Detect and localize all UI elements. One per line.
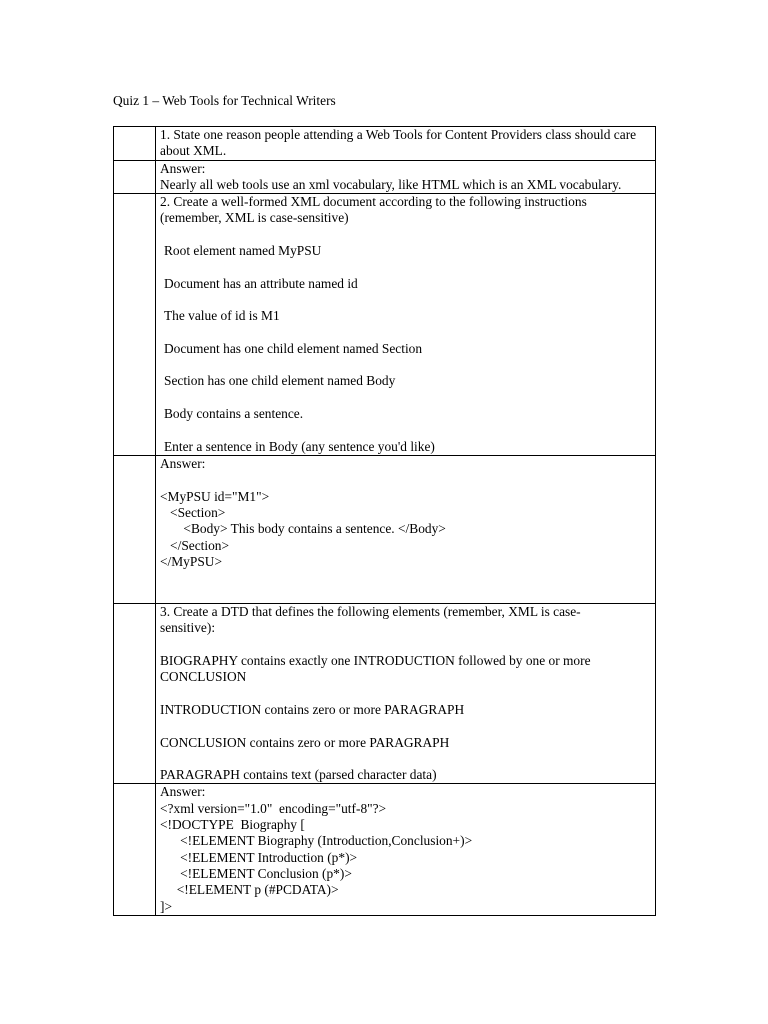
code-line: <!ELEMENT Introduction (p*)> (160, 849, 358, 865)
answer-2-label: Answer: (160, 456, 206, 472)
instruction-item: Section has one child element named Body (164, 373, 396, 389)
answer-3-label: Answer: (160, 784, 206, 800)
code-line: ]> (160, 898, 173, 914)
spacer (160, 686, 655, 702)
question-1-text: 1. State one reason people attending a Web Tools for Content Providers class should care about XML. (160, 127, 637, 159)
code-line: <!ELEMENT Conclusion (p*)> (160, 865, 352, 881)
answer-2-cell (156, 456, 656, 604)
table-row (114, 127, 656, 161)
answer-1-cell (156, 160, 656, 194)
table-row (114, 194, 656, 456)
definition-line: INTRODUCTION contains zero or more PARAGRAPH (160, 701, 465, 717)
instruction-item: The value of id is M1 (164, 308, 280, 324)
code-line: <?xml version="1.0" encoding="utf-8"?> (160, 800, 387, 816)
definition-line: PARAGRAPH contains text (parsed character data) (160, 767, 437, 783)
spacer (160, 292, 655, 308)
question-3-cell (156, 604, 656, 784)
number-cell (114, 604, 156, 784)
instruction-item: Document has an attribute named id (164, 275, 358, 291)
table-row (114, 160, 656, 194)
question-2-line-1: 2. Create a well-formed XML document according to the following instructions (160, 194, 587, 210)
instruction-item: Root element named MyPSU (164, 243, 322, 259)
quiz-table (113, 126, 656, 916)
definition-line: BIOGRAPHY contains exactly one INTRODUCTION followed by one or more (160, 653, 591, 669)
definition-line: CONCLUSION (160, 669, 247, 685)
document-title: Quiz 1 – Web Tools for Technical Writers (113, 93, 336, 108)
spacer (160, 422, 655, 438)
answer-1-text: Nearly all web tools use an xml vocabulary, like HTML which is an XML vocabulary. (160, 176, 622, 192)
spacer (160, 751, 655, 767)
table-row (114, 456, 656, 604)
instruction-item: Body contains a sentence. (164, 406, 304, 422)
spacer (160, 227, 655, 243)
answer-3-cell (156, 784, 656, 916)
code-line: </MyPSU> (160, 553, 222, 569)
question-3-line-2: sensitive): (160, 620, 216, 636)
spacer (160, 259, 655, 275)
spacer (160, 472, 655, 488)
number-cell (114, 127, 156, 161)
code-line: <Body> This body contains a sentence. </Body> (160, 521, 446, 537)
definition-line: CONCLUSION contains zero or more PARAGRAPH (160, 734, 450, 750)
spacer (160, 390, 655, 406)
number-cell (114, 194, 156, 456)
code-line: <!ELEMENT p (#PCDATA)> (160, 882, 339, 898)
code-line: <MyPSU id="M1"> (160, 488, 270, 504)
spacer (160, 637, 655, 653)
question-2-cell (156, 194, 656, 456)
code-line: <Section> (160, 505, 226, 521)
instruction-item: Document has one child element named Section (164, 340, 423, 356)
number-cell (114, 160, 156, 194)
spacer (160, 718, 655, 734)
spacer (160, 325, 655, 341)
number-cell (114, 784, 156, 916)
table-row (114, 784, 656, 916)
answer-1-label: Answer: (160, 160, 206, 176)
code-line: <!DOCTYPE Biography [ (160, 817, 305, 833)
number-cell (114, 456, 156, 604)
table-row (114, 604, 656, 784)
question-3-line-1: 3. Create a DTD that defines the following elements (remember, XML is case- (160, 604, 581, 620)
question-1-cell (156, 127, 656, 161)
code-line: </Section> (160, 537, 230, 553)
spacer (160, 357, 655, 373)
question-2-line-2: (remember, XML is case-sensitive) (160, 210, 349, 226)
code-line: <!ELEMENT Biography (Introduction,Conclusion+)> (160, 833, 473, 849)
instruction-item: Enter a sentence in Body (any sentence you'd like) (164, 438, 435, 454)
